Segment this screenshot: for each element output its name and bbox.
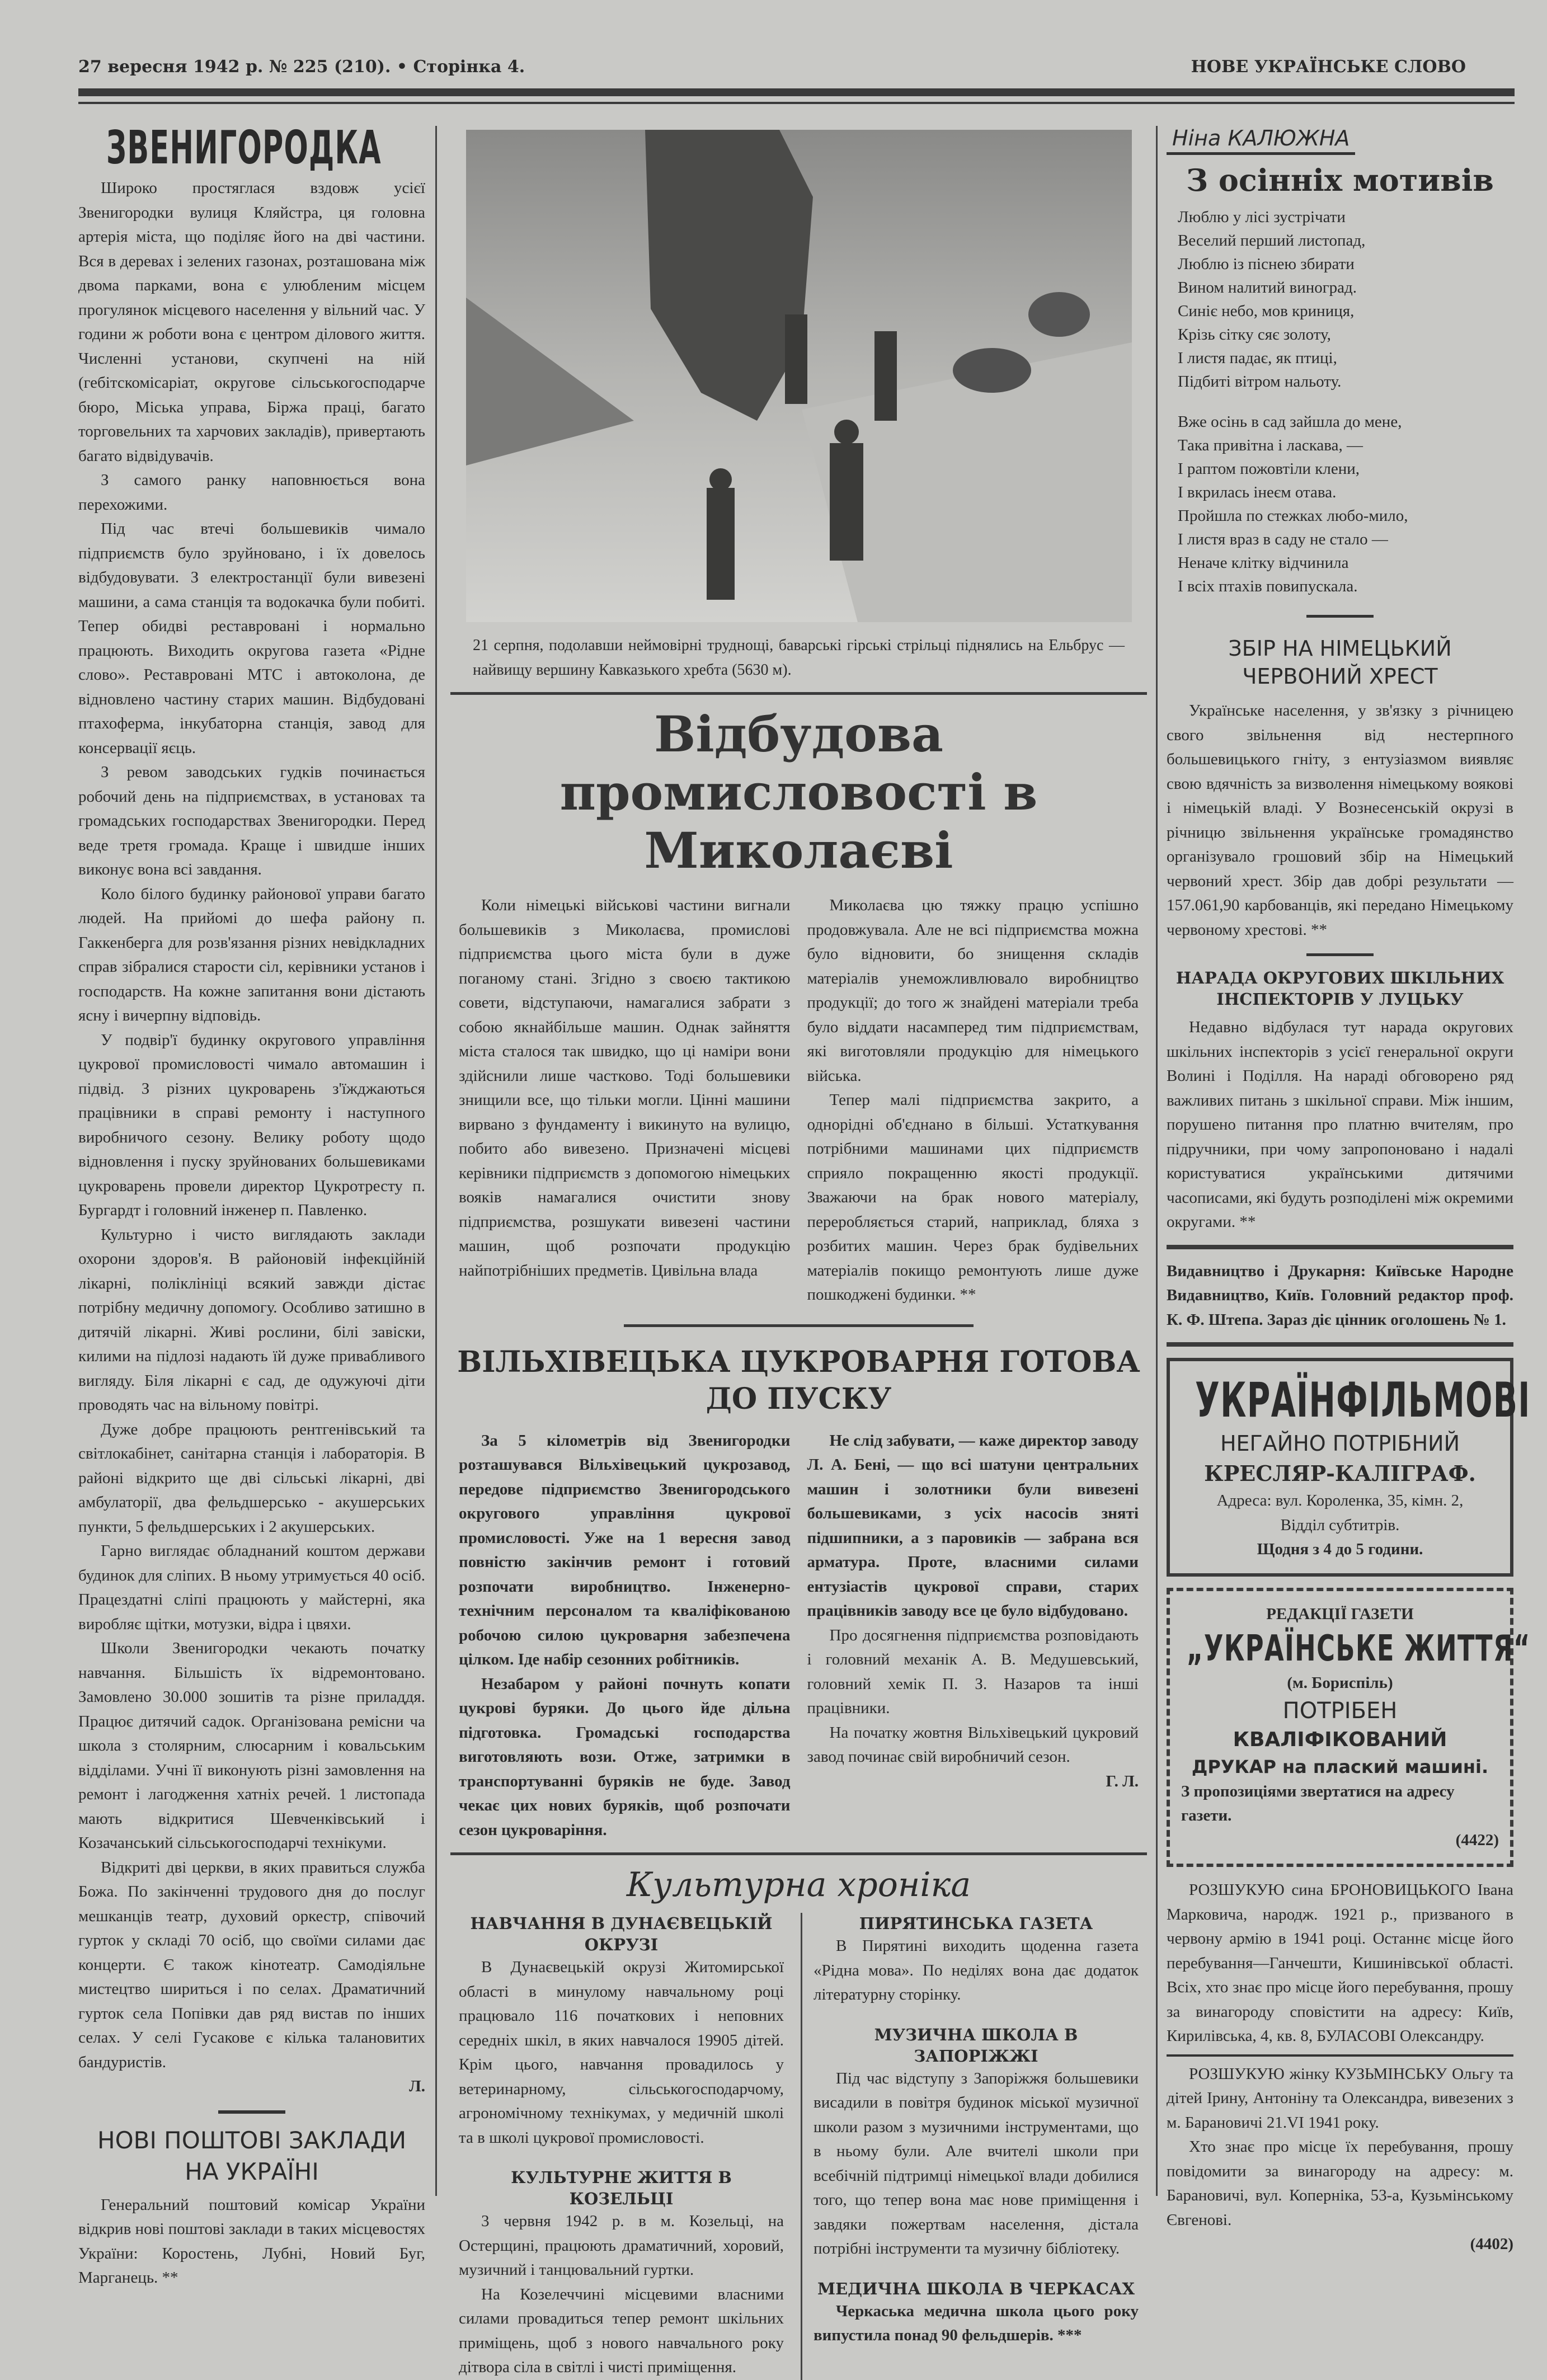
divider <box>1167 1245 1513 1249</box>
divider <box>1306 953 1374 956</box>
photo-caption: 21 серпня, подолавши неймовірні труднощі, баварські гірські стрільці піднялись на Ельбрус — найвищу вершину Кавказького хребта (5630 м). <box>473 637 1125 679</box>
poem-line: Вже осінь в сад зайшла до мене, <box>1178 413 1402 431</box>
date: 27 вересня 1942 р. № 225 (210). <box>78 57 391 77</box>
paragraph: У подвір'ї будинку округового управління цукрової промисловості чимало автомашин і підвід. З різних цукроварень з'їжджаються працівники в справі ремонту і наступного виробничого сезону. Велику роботу щодо відновлення і пуску зруйнованих большевиками цукроварень провели директор Цукротресту п. Бургардт і головний інженер п. Павленко. <box>78 1031 425 1219</box>
post-title: НОВІ ПОШТОВІ ЗАКЛАДИ НА УКРАЇНІ <box>97 2126 407 2185</box>
item-title: КУЛЬТУРНЕ ЖИТТЯ В КОЗЕЛЬЦІ <box>511 2168 732 2208</box>
paragraph: В Дунаєвецькій окрузі Житомирської області в минулому навчальному році працювало 116 початкових і неповних середніх шкіл, в яких навчалося 19905 дітей. Крім цього, навчання провадилось у ветеринарному, сільськогосподарчому, агрономічному технікумах, у медичній школі та в школі цукрової промисловості. <box>459 1958 784 2147</box>
paragraph: Широко простяглася вздовж усієї Звенигородки вулиця Кляйстра, ця головна артерія міста, що поділяє його на дві частини. Вся в деревах і зелених газонах, розташована між двома парками, вона є улюбленим місцем прогулянок місцевого населення у вільний час. У години ж роботи вона є центром ділового життя. Численні установи, скупчені на ній (гебітскомісаріат, округове сільськогосподарче бюро, Міська управа, Біржа праці, багато торговельних та харчових закладів), привертають багато відвідувачів. <box>78 179 425 465</box>
paragraph: Не слід забувати, — каже директор заводу Л. А. Бені, — що всі шатуни центральних машин і золотники були вивезені большевиками, з усіх насосів зняті підшипники, а з паровиків — забрана вся арматура. Проте, власними силами ентузіастів цукрової справи, старих працівників заводу все це було відбудовано. <box>807 1431 1139 1620</box>
poem-line: І листя падає, як птиці, <box>1178 349 1337 367</box>
paragraph: Культурно і чисто виглядають заклади охорони здоров'я. В районовій інфекційній лікарні, поліклініці всякий завжди дістає потрібну медичну допомогу. Особливо затишно в дитячій лікарні. Живі рослини, білі завіски, килими на підлозі надають їй дуже привабливого вигляду. Біля лікарні є сад, де одужуючі діти проводять час на вільному повітрі. <box>78 1225 425 1414</box>
ad-department: Відділ субтитрів. <box>1280 1516 1400 1534</box>
paragraph: Незабаром у районі почнуть копати цукрові буряки. До цього йде дільна підготовка. Громадські господарства виготовляють вози. Отже, затримки в транспортуванні буряків не буде. Завод чекає цих нових буряків, щоб розпочати сезон цукроваріння. <box>459 1675 791 1839</box>
classified-ad: РОЗШУКУЮ жінку КУЗЬМІНСЬКУ Ольгу та дітей Ірину, Антоніну та Олександра, вивезених з м. Барановичі 21.VI 1941 року. <box>1167 2064 1513 2132</box>
red-cross-text: Українське населення, у зв'язку з річницею свого звільнення від нестерпного большевицького гніту, з ентузіазмом виявляє свою вдячність за визволення німецькому воякові і німецькій владі. У Вознесенській окрузі в річницю звільнення українське громадянство організувало грошовий збір на Німецький червоний хрест. Збір дав добрі результати — 157.061,90 карбованців, які передано Німецькому червоному хрестові. ** <box>1167 702 1513 939</box>
ad-title: УКРАЇНФІЛЬМОВІ <box>1195 1372 1531 1428</box>
poem-line: Така привітна і ласкава, — <box>1178 436 1363 454</box>
publisher-info: Видавництво і Друкарня: Київське Народне Видавництво, Київ. Головний редактор проф. К. Ф. Штепа. Зараз діє цінник оголошень № 1. <box>1167 1262 1513 1329</box>
classified-ad: Хто знає про місце їх перебування, прошу повідомити за винагороду на адресу: м. Барановичі, вул. Коперніка, 53-а, Кузьмінському Євгенові. <box>1167 2138 1513 2229</box>
paragraph: Відкриті дві церкви, в яких правиться служба Божа. По закінченні трудового дня до послуг мешканців театр, духовий оркестр, співочий гурток у складі 70 осіб, що своїми силами дає концерти. Є також кінотеатр. Самодіяльне мистецтво шириться і по селах. Драматичний гурток села Попівки дав ряд вистав по інших селах. У селі Гусакове є кілька талановитих бандуристів. <box>78 1858 425 2071</box>
ukrainske-zhyttia-ad <box>1167 1588 1531 1868</box>
paragraph: Тепер малі підприємства закрито, а однорідні об'єднано в більші. Устаткування потрібними машинами цих підприємств сприяло покращенню якості продукції. Зважаючи на брак нового матеріалу, переробляється старий, наприклад, бляха з розбитих машин. Через брак будівельних матеріалів покищо ремонтують лише дуже пошкоджені будинки. ** <box>807 1091 1139 1304</box>
signature: Г. Л. <box>1106 1772 1139 1790</box>
classified-ad: РОЗШУКУЮ сина БРОНОВИЦЬКОГО Івана Марковича, народж. 1921 р., призваного в червону армію в 1941 році. Останнє місце його перебування—Ганчешти, Кишинівської області. Всіх, хто знає про місце його перебування, прошу за винагороду сповістити на адресу: Київ, Кирилівська, 4, кв. 8, БУЛАСОВІ Олександру. <box>1167 1881 1513 2045</box>
divider <box>624 1324 974 1327</box>
column-divider <box>1156 126 1158 2196</box>
right-column <box>1167 124 1531 2257</box>
paragraph: Коло білого будинку районової управи багато людей. На прийомі до шефа району п. Гаккенберга для розв'язання різних невідкладних справ зібралися старости сіл, керівники установ і господарств. На кожне запитання вони дістають ясну і вичерпну відповідь. <box>78 885 425 1024</box>
ad-line: ДРУКАР на плаский машині. <box>1191 1756 1489 1777</box>
poem-line: Синіє небо, мов криниця, <box>1178 302 1355 320</box>
ad-code: (4422) <box>1455 1831 1499 1849</box>
signature: Л. <box>409 2077 425 2095</box>
lutsk-text: Недавно відбулася тут нарада округових шкільних інспекторів з усієї генеральної округи Волині і Поділля. На нараді обговорено ряд важливих питань з шкільної справи. Між іншим, порушено питання про платню вчителям, про підручники, при чому запропоновано і надалі користуватися українськими дитячими часописами, які будуть розподілені між окремими округами. ** <box>1167 1018 1513 1231</box>
article-columns <box>459 1429 1139 1843</box>
lutsk-title: НАРАДА ОКРУГОВИХ ШКІЛЬНИХ ІНСПЕКТОРІВ У ЛУЦЬКУ <box>1175 968 1504 1009</box>
ad-hours: Щодня з 4 до 5 години. <box>1257 1540 1423 1558</box>
paragraph: Черкаська медична школа цього року випустила понад 90 фельдшерів. *** <box>814 2302 1139 2344</box>
ad-address: Адреса: вул. Короленка, 35, кімн. 2, <box>1216 1492 1464 1509</box>
poem-line: І всіх птахів повипускала. <box>1178 577 1358 595</box>
item-title: МЕДИЧНА ШКОЛА В ЧЕРКАСАХ <box>817 2279 1135 2298</box>
paragraph: Миколаєва цю тяжку працю успішно продовжувала. Але не всі підприємства можна було відновити, бо знищення складів матеріалів унеможливлювало виробництво продукції; до того ж знайдені матеріали треба було віддати насамперед тим підприємствам, які виготовляли продукцію для німецького війська. <box>807 896 1139 1085</box>
paragraph: Під час втечі большевиків чимало підприємств було зруйновано, і їх довелось відбудовувати. З електростанції були вивезені машини, а сама станція та водокачка були побиті. Тепер обидві реставровані і нормально працюють. Виходить округова газета «Рідне слово». Реставровані МТС і автоколона, де відновлено частину старих машин. Відбудовані птахоферма, інкубаторна станція, завод для консервації яєць. <box>78 520 425 757</box>
paragraph: Дуже добре працюють рентгенівський та світлокабінет, санітарна станція і лабораторія. В районі відкрито ще дві сільські лікарні, дві амбулаторії, два фельдшерсько - акушерських пункти, 5 фельдшерських і 2 акушерських. <box>78 1420 425 1536</box>
paragraph: 3 червня 1942 р. в м. Козельці, на Остерщині, працюють драматичний, хоровий, музичний і танцювальний гуртки. <box>459 2212 784 2279</box>
ad-line: КРЕСЛЯР-КАЛІГРАФ. <box>1204 1461 1476 1486</box>
paragraph: З ревом заводських гудків починається робочий день на підприємствах, в установах та громадських господарствах Звенигородки. Перед веде третя громада. Краще і швидше інших виконує вона всі завдання. <box>78 763 425 878</box>
issue-date-line <box>78 57 525 77</box>
ad-line: ПОТРІБЕН <box>1282 1697 1398 1724</box>
paragraph: За 5 кілометрів від Звенигородки розташувався Вільхівецький цукрозавод, передове підприємство Звенигородського округового управління цукрової промисловості. Уже на 1 вересня завод повністю закінчив ремонт і готовий розпочати виробництво. Інженерно-технічним персоналом та кваліфікованою робочою силою цукроварня забезпечена цілком. Іде набір сезонних робітників. <box>459 1431 791 1668</box>
divider <box>218 2110 285 2114</box>
paragraph: Про досягнення підприємства розповідають і головний механік А. В. Медушевський, головний хемік П. З. Назаров та інші працівники. <box>807 1626 1139 1717</box>
chronicle-title: Культурна хроніка <box>626 1865 971 1904</box>
poem-line: І вкрилась інеєм отава. <box>1178 483 1337 501</box>
header-rule-thin <box>78 102 1515 104</box>
post-text: Генеральний поштовий комісар України відкрив нові поштові заклади в таких місцевостях України: Коростень, Лубні, Новий Буг, Марганець. ** <box>78 2195 425 2287</box>
item-title: ПИРЯТИНСЬКА ГАЗЕТА <box>859 1914 1093 1933</box>
ad-contact: З пропозиціями звертатися на адресу газети. <box>1181 1782 1455 1824</box>
poem-line: Люблю із піснею збирати <box>1178 255 1355 273</box>
article-title: ЗВЕНИГОРОДКА <box>106 121 382 175</box>
article-columns <box>459 893 1139 1307</box>
classified-code: (4402) <box>1470 2235 1513 2253</box>
sugar-headline: ВІЛЬХІВЕЦЬКА ЦУКРОВАРНЯ ГОТОВА ДО ПУСКУ <box>457 1344 1140 1416</box>
ad-city: (м. Бориспіль) <box>1287 1674 1393 1692</box>
paragraph: В Пирятині виходить щоденна газета «Рідна мова». По неділях вона дає додаток літературну сторінку. <box>814 1937 1139 2003</box>
poem-line: Люблю у лісі зустрічати <box>1178 208 1346 226</box>
poem-line: Неначе клітку відчинила <box>1178 554 1349 572</box>
paragraph: Гарно виглядає обладнаний коштом держави будинок для сліпих. В ньому утримується 40 осіб. Працездатні сліпі працюють у майстерні, яка виробляє щітки, мотузки, відра і цвяхи. <box>78 1542 425 1633</box>
poem <box>1167 205 1513 598</box>
ad-line: КВАЛІФІКОВАНИЙ <box>1233 1728 1447 1751</box>
poem-title: З осінніх мотивів <box>1186 162 1494 198</box>
ukrainfilm-ad <box>1167 1358 1531 1577</box>
red-cross-title: ЗБІР НА НІМЕЦЬКИЙ ЧЕРВОНИЙ ХРЕСТ <box>1228 636 1452 689</box>
poem-line: Пройшла по стежках любо-мило, <box>1178 507 1408 525</box>
newspaper-name: НОВЕ УКРАЇНСЬКЕ СЛОВО <box>1191 57 1466 77</box>
elbrus-photo <box>466 130 1132 622</box>
divider <box>1167 1342 1513 1347</box>
ad-line: НЕГАЙНО ПОТРІБНИЙ <box>1220 1431 1460 1456</box>
paragraph: З самого ранку наповнюється вона перехожими. <box>78 471 425 514</box>
divider <box>1306 615 1374 618</box>
page-number: • Сторінка 4. <box>396 57 525 77</box>
paragraph: Під час відступу з Запоріжжя большевики висадили в повітря будинок міської музичної школи разом з музичними інструментами, що в ньому були. Але вчителі школи при всебічній підтримці німецької влади добилися того, що тепер вона має нове приміщення і завдяки пожертвам населення, дістала потрібні інструменти та музичну бібліотеку. <box>814 2069 1139 2257</box>
paragraph: Школи Звенигородки чекають початку навчання. Більшість їх відремонтовано. Замовлено 30.000 зошитів та різне приладдя. Працює дитячий садок. Організована ремісни ча школа з столярним, слюсарним і ковальським відділами. Учні її виконують різні замовлення на ремонт і лагодження хатніх речей. 1 листопада мають відкритися Шевченківський і Козачанський сільськогосподарчі технікуми. <box>78 1639 425 1852</box>
headline: Відбудова промисловості в Миколаєві <box>559 705 1038 879</box>
ad-line: РЕДАКЦІЇ ГАЗЕТИ <box>1266 1605 1414 1623</box>
middle-column <box>450 130 1147 2380</box>
poem-line: Крізь сітку сяє золоту, <box>1178 326 1331 344</box>
article-body <box>78 176 425 2099</box>
poem-line: І листя враз в саду не стало — <box>1178 530 1388 548</box>
paragraph: На початку жовтня Вільхівецький цукровий завод починає свій виробничий сезон. <box>807 1723 1139 1766</box>
divider <box>450 1852 1147 1855</box>
column-divider <box>435 126 437 2196</box>
poem-line: Веселий перший листопад, <box>1178 232 1366 250</box>
paragraph: Коли німецькі військові частини вигнали большевиків з Миколаєва, промислові підприємства цього міста були в дуже поганому стані. Згідно з своєю тактикою совети, відступаючи, намагалися забрати з собою якнайбільше машин. Однак зайняття міста сталося так швидко, що ці наміри вони здійснили лише частково. Тоді большевики знищили все, що тільки могли. Цінні машини вирвано з фундаменту і викинуто на вулицю, побито або вивезено. Призначені місцеві керівники підприємств з допомогою німецьких вояків намагалися очистити знову підприємства, розшукати вивезені частини машин, щоб розпочати продукцію найпотрібніших предметів. Цивільна влада <box>459 896 791 1280</box>
poem-line: Вином налитий виноград. <box>1178 279 1357 297</box>
header-rule <box>78 88 1515 96</box>
chronicle-columns <box>459 1913 1139 2380</box>
paragraph: На Козелеччині місцевими власними силами провадиться тепер ремонт шкільних приміщень, щоб з нового навчального року дітвора сіла в світлі і чисті приміщення. <box>459 2285 784 2376</box>
item-title: НАВЧАННЯ В ДУНАЄВЕЦЬКІЙ ОКРУЗІ <box>470 1914 773 1954</box>
ad-title: „УКРАЇНСЬКЕ ЖИТТЯ“ <box>1187 1628 1531 1669</box>
poet-name: Ніна КАЛЮЖНА <box>1167 124 1355 155</box>
item-title: МУЗИЧНА ШКОЛА В ЗАПОРІЖЖІ <box>874 2025 1078 2066</box>
divider <box>450 692 1147 695</box>
poem-line: Підбиті вітром нальоту. <box>1178 373 1342 391</box>
left-column <box>78 120 425 2290</box>
poem-line: І раптом пожовтіли клени, <box>1178 460 1360 478</box>
